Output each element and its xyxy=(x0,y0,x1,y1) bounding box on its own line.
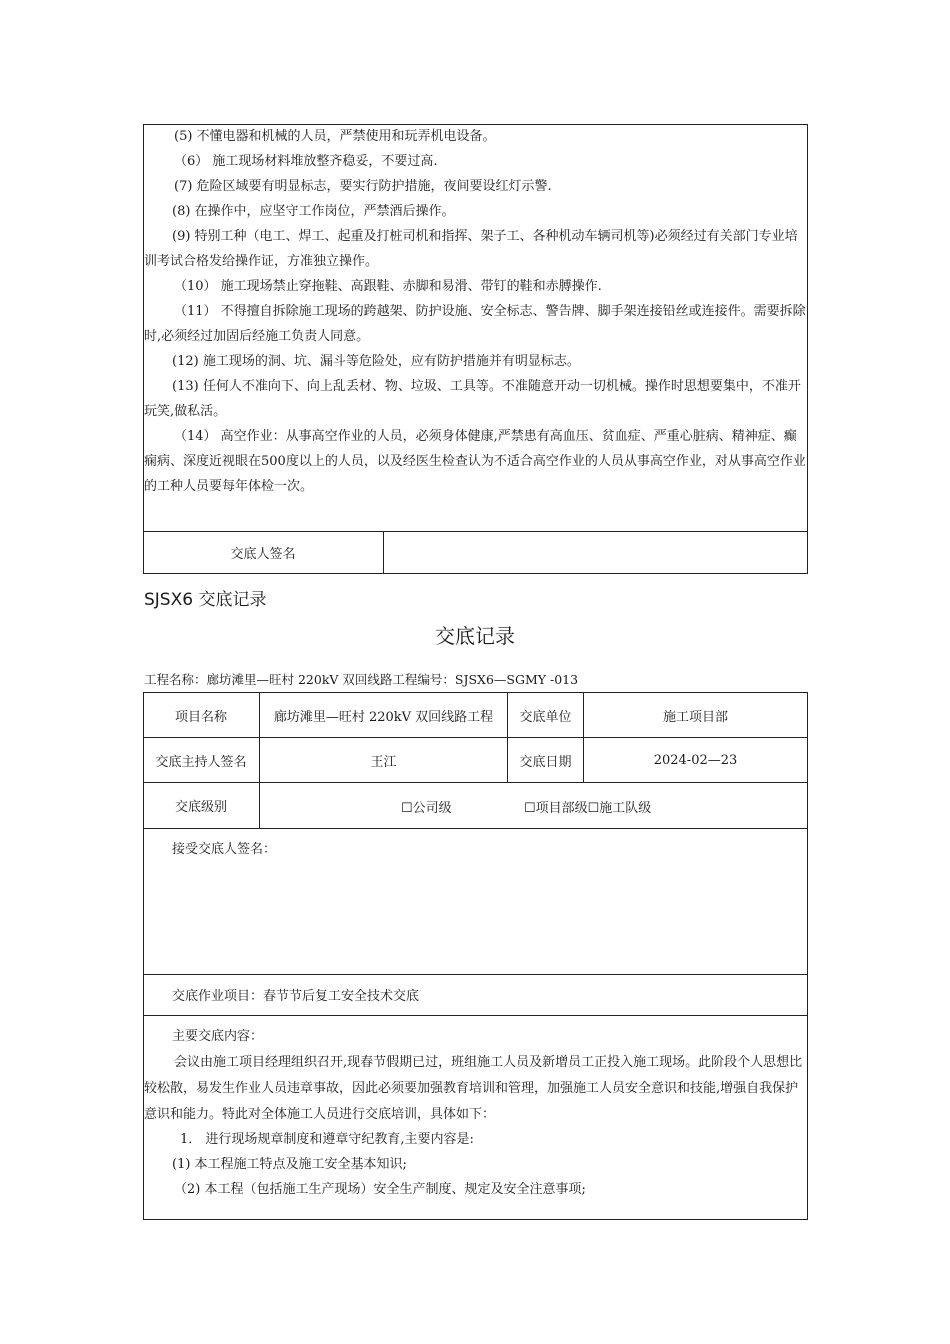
date-label: 交底日期 xyxy=(519,754,572,770)
row-divider xyxy=(143,828,808,829)
rule-item-6: （6） 施工现场材料堆放整齐稳妥，不要过高. xyxy=(174,154,438,169)
level-option-company[interactable]: ☐公司级 xyxy=(401,801,452,816)
work-item: 交底作业项目：春节节后复工安全技术交底 xyxy=(172,989,420,1004)
content-item-1-2: （2) 本工程（包括施工生产现场）安全生产制度、规定及安全注意事项; xyxy=(174,1182,586,1197)
rule-item-9: (9) 特别工种（电工、焊工、起重及打桩司机和指挥、架子工、各种机动车辆司机等)必须经过有关部门专业培训考试合格发给操作证，方准独立操作。 xyxy=(144,229,798,269)
date-value: 2024-02—23 xyxy=(653,752,738,768)
receiver-signature-label: 接受交底人签名： xyxy=(172,842,277,857)
rule-item-10: （10） 施工现场禁止穿拖鞋、高跟鞋、赤脚和易滑、带钉的鞋和赤膊操作. xyxy=(174,279,602,294)
project-line: 工程名称：廊坊滩里—旺村 220kV 双回线路工程编号：SJSX6—SGMY -013 xyxy=(144,672,579,687)
content-heading: 主要交底内容： xyxy=(172,1029,264,1044)
row-divider xyxy=(143,974,808,975)
host-label: 交底主持人签名 xyxy=(155,754,247,770)
rule-item-7: (7) 危险区域要有明显标志，要实行防护措施，夜间要设红灯示警. xyxy=(174,179,552,194)
unit-value: 施工项目部 xyxy=(662,709,728,725)
rule-item-12: (12) 施工现场的洞、坑、漏斗等危险处，应有防护措施并有明显标志。 xyxy=(172,354,580,369)
content-item-1-1: (1) 本工程施工特点及施工安全基本知识; xyxy=(172,1157,407,1172)
signer-label: 交底人签名 xyxy=(230,547,296,562)
content-item-1: 1． 进行现场规章制度和遵章守纪教育,主要内容是: xyxy=(180,1132,474,1147)
project-name-value: 廊坊滩里—旺村 220kV 双回线路工程 xyxy=(273,709,494,725)
project-name-label: 项目名称 xyxy=(174,709,227,725)
signer-field[interactable] xyxy=(384,532,807,573)
rule-item-13: (13) 任何人不准向下、向上乱丢材、物、垃圾、工具等。不准随意开动一切机械。操作时思想要集中，不准开玩笑,做私活。 xyxy=(144,379,801,419)
level-label: 交底级别 xyxy=(174,800,227,815)
host-value: 王江 xyxy=(370,754,397,770)
content-paragraph: 会议由施工项目经理组织召开,现春节假期已过，班组施工人员及新增员工正投入施工现场。此阶段个人思想比较松散，易发生作业人员违章事故，因此必须要加强教育培训和管理，加强施工人员安全意识和技能,增强自我保护意识和能力。特此对全体施工人员进行交底培训，具体如下： xyxy=(144,1055,803,1122)
rule-item-8: (8) 在操作中，应坚守工作岗位，严禁酒后操作。 xyxy=(172,204,455,219)
section-code: SJSX6 交底记录 xyxy=(144,590,267,610)
row-divider xyxy=(143,1015,808,1016)
rule-item-14: （14） 高空作业：从事高空作业的人员，必须身体健康,严禁患有高血压、贫血症、严重心脏病、精神症、癫痫病、深度近视眼在500度以上的人员，以及经医生检查认为不适合高空作业的人员从事高空作业，对从事高空作业的工种人员要每年体检一次。 xyxy=(144,429,806,494)
page-title: 交底记录 xyxy=(435,624,515,648)
unit-label: 交底单位 xyxy=(519,709,572,725)
level-option-dept-team[interactable]: ☐项目部级☐施工队级 xyxy=(524,801,652,816)
rule-item-11: （11） 不得擅自拆除施工现场的跨越架、防护设施、安全标志、警告牌、脚手架连接铅丝或连接件。需要拆除时,必须经过加固后经施工负责人同意。 xyxy=(144,304,806,344)
rule-item-5: (5) 不懂电器和机械的人员，严禁使用和玩弄机电设备。 xyxy=(174,129,496,144)
